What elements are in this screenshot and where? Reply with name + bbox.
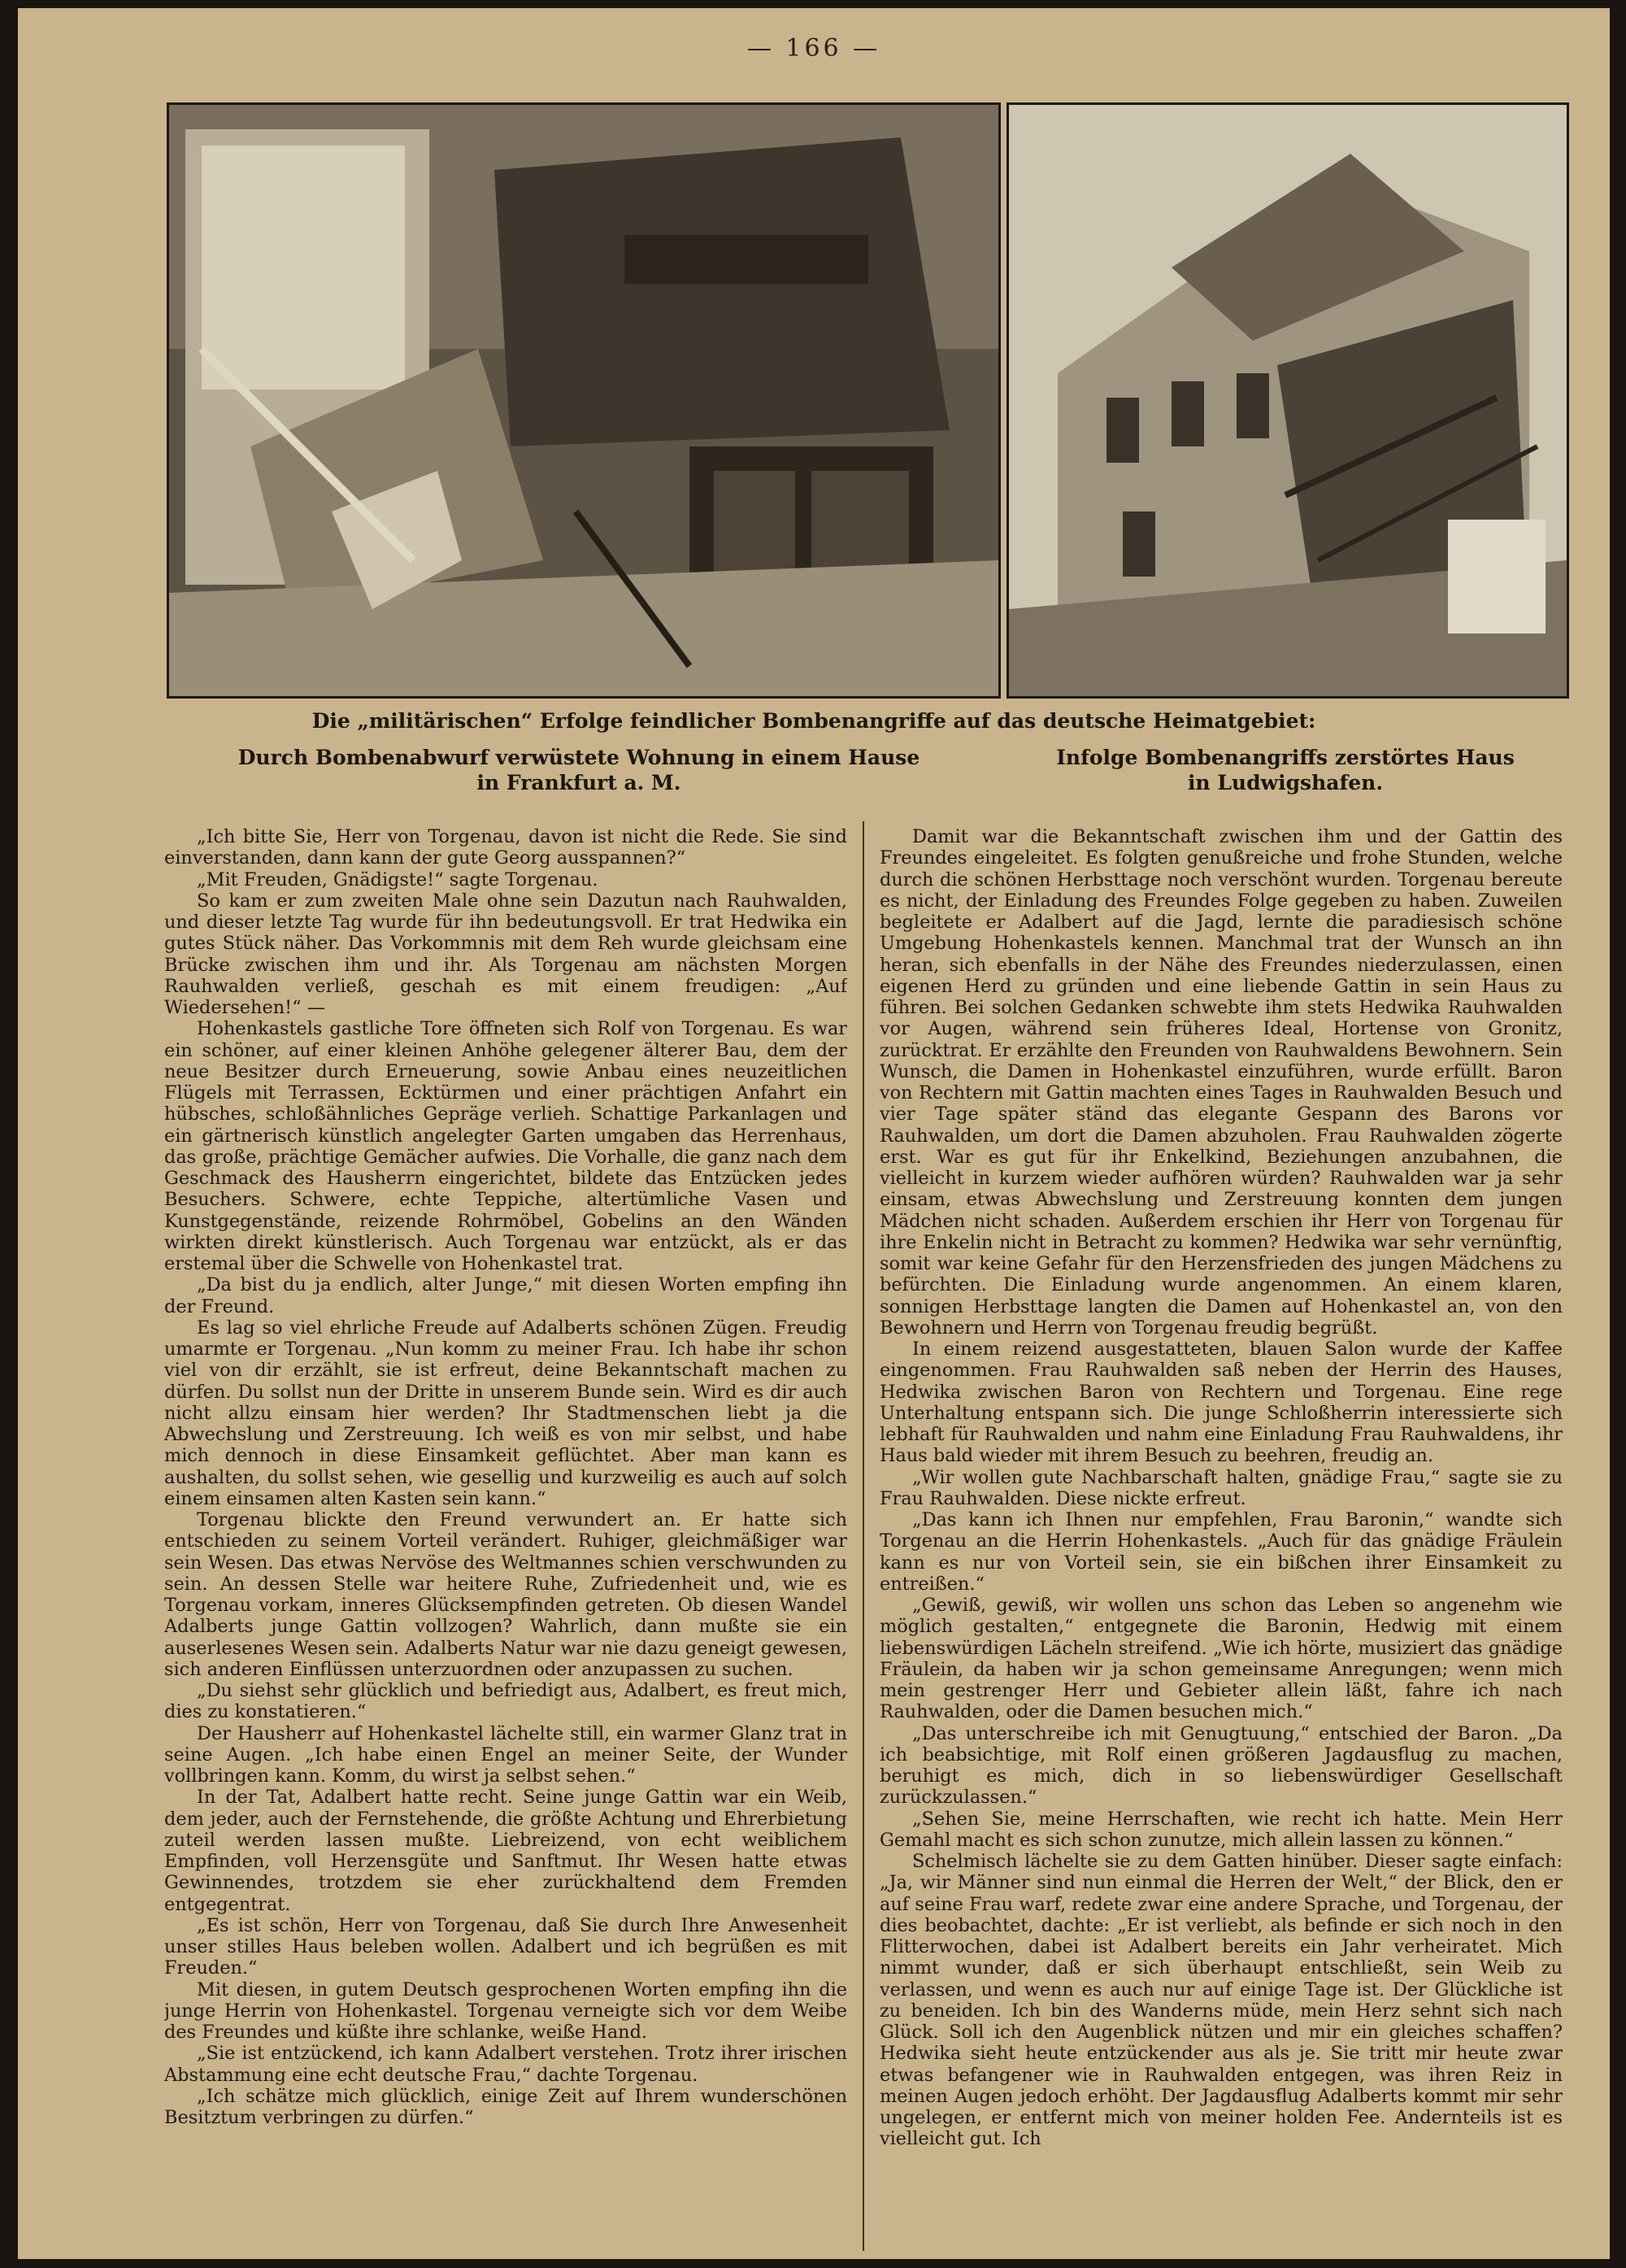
paragraph: „Sehen Sie, meine Herrschaften, wie recht ich hatte. Mein Herr Gemahl macht es sich schon zunutze, mich allein lassen zu können.“ <box>880 1808 1563 1851</box>
paragraph: „Sie ist entzückend, ich kann Adalbert verstehen. Trotz ihrer irischen Abstammung eine echt deutsche Frau,“ dachte Torgenau. <box>164 2043 847 2086</box>
paragraph: „Ich bitte Sie, Herr von Torgenau, davon ist nicht die Rede. Sie sind einverstanden, dann kann der gute Georg ausspannen?“ <box>164 826 847 869</box>
paragraph: „Das kann ich Ihnen nur empfehlen, Frau Baronin,“ wandte sich Torgenau an die Herrin Hohenkastels. „Auch für das gnädige Fräulein kann es nur von Vorteil sein, sie ein bißchen ihrer Einsamkeit zu entreißen.“ <box>880 1509 1563 1595</box>
paragraph: Hohenkastels gastliche Tore öffneten sich Rolf von Torgenau. Es war ein schöner, auf einer kleinen Anhöhe gelegener älterer Bau, dem der neue Besitzer durch Erneuerung, sowie Anbau eines neuzeitlichen Flügels mit Terrassen, Ecktürmen und einer prächtigen Anfahrt ein hübsches, schloßähnliches Gepräge verlieh. Schattige Parkanlagen und ein gärtnerisch künstlich angelegter Garten umgaben das Herrenhaus, das große, prächtige Gemächer aufwies. Die Vorhalle, die ganz nach dem Geschmack des Hausherrn eingerichtet, bildete das Entzücken jedes Besuchers. Schwere, echte Teppiche, altertümliche Vasen und Kunstgegenstände, reizende Rohrmöbel, Gobelins an den Wänden wirkten direkt künstlerisch. Auch Torgenau war entzückt, als er das erstemal über die Schwelle von Hohenkastel trat. <box>164 1018 847 1274</box>
paragraph: „Wir wollen gute Nachbarschaft halten, gnädige Frau,“ sagte sie zu Frau Rauhwalden. Diese nickte erfreut. <box>880 1466 1563 1509</box>
text-column-left <box>164 826 847 2249</box>
paragraph: „Da bist du ja endlich, alter Junge,“ mit diesen Worten empfing ihn der Freund. <box>164 1274 847 1317</box>
caption-main: Die „militärischen“ Erfolge feindlicher Bombenangriffe auf das deutsche Heimatgebiet: <box>311 709 1316 733</box>
paragraph: „Du siehst sehr glücklich und befriedigt aus, Adalbert, es freut mich, dies zu konstatieren.“ <box>164 1680 847 1723</box>
newspaper-page <box>18 8 1610 2259</box>
paragraph: Damit war die Bekanntschaft zwischen ihm und der Gattin des Freundes eingeleitet. Es folgten genußreiche und frohe Stunden, welche durch die schönen Herbsttage noch verschönt wurden. Torgenau bereute es nicht, der Einladung des Freundes Folge gegeben zu haben. Zuweilen begleitete er Adalbert auf die Jagd, lernte die paradiesisch schöne Umgebung Hohenkastels kennen. Manchmal trat der Wunsch an ihn heran, sich ebenfalls in der Nähe des Freundes niederzulassen, einen eigenen Herd zu gründen und eine liebende Gattin in sein Haus zu führen. Bei solchen Gedanken schwebte ihm stets Hedwika Rauhwalden vor Augen, während sein früheres Ideal, Hortense von Gronitz, zurücktrat. Er erzählte den Freunden von Rauhwaldens Bewohnern. Sein Wunsch, die Damen in Hohenkastel einzuführen, wurde erfüllt. Baron von Rechtern mit Gattin machten eines Tages in Rauhwalden Besuch und vier Tage später ständ das elegante Gespann des Barons vor Rauhwalden, um dort die Damen abzuholen. Frau Rauhwalden zögerte erst. War es gut für ihr Enkelkind, Beziehungen anzubahnen, die vielleicht in kurzem wieder aufhören würden? Rauhwalden war ja sehr einsam, etwas Abwechslung und Zerstreuung konnten dem jungen Mädchen nicht schaden. Außerdem erschien ihr Herr von Torgenau für ihre Enkelin nicht in Betracht zu kommen? Hedwika war sehr vernünftig, somit war keine Gefahr für den Herzensfrieden des jungen Mädchens zu befürchten. Die Einladung wurde angenommen. An einem klaren, sonnigen Herbsttage langten die Damen auf Hohenkastel an, von den Bewohnern und Herrn von Torgenau freudig begrüßt. <box>880 826 1563 1339</box>
paragraph: So kam er zum zweiten Male ohne sein Dazutun nach Rauhwalden, und dieser letzte Tag wurde für ihn bedeutungsvoll. Er trat Hedwika ein gutes Stück näher. Das Vorkommnis mit dem Reh wurde gleichsam eine Brücke zwischen ihm und ihr. Als Torgenau am nächsten Morgen Rauhwalden verließ, geschah es mit einem freudigen: „Auf Wiedersehen!“ — <box>164 890 847 1018</box>
photo-frankfurt-illustration <box>169 105 998 696</box>
caption-left <box>172 745 985 795</box>
paragraph: „Es ist schön, Herr von Torgenau, daß Sie durch Ihre Anwesenheit unser stilles Haus beleben wollen. Adalbert und ich begrüßen es mit Freuden.“ <box>164 1914 847 1979</box>
paragraph: Torgenau blickte den Freund verwundert an. Er hatte sich entschieden zu seinem Vorteil verändert. Ruhiger, gleichmäßiger war sein Wesen. Das etwas Nervöse des Weltmannes schien verschwunden zu sein. An dessen Stelle war heitere Ruhe, Zufriedenheit und, wie es Torgenau vorkam, inneres Glücksempfinden getreten. Ob diesen Wandel Adalberts junge Gattin vollzogen? Wahrlich, dann mußte sie ein auserlesenes Wesen sein. Adalberts Natur war nie dazu geneigt gewesen, sich anderen Einflüssen unterzuordnen oder anzupassen zu suchen. <box>164 1509 847 1680</box>
paragraph: Schelmisch lächelte sie zu dem Gatten hinüber. Dieser sagte einfach: „Ja, wir Männer sind nun einmal die Herren der Welt,“ der Blick, den er auf seine Frau warf, redete zwar eine andere Sprache, und Torgenau, der dies beobachtet, dachte: „Er ist verliebt, als befinde er sich noch in den Flitterwochen, dabei ist Adalbert bereits ein Jahr verheiratet. Mich nimmt wunder, daß er sich überhaupt entschließt, sein Weib zu verlassen, und wenn es auch nur auf einige Tage ist. Der Glückliche ist zu beneiden. Ich bin des Wanderns müde, mein Herz sehnt sich nach Glück. Soll ich den Augenblick nützen und mir ein gleiches schaffen? Hedwika sieht heute entzückender aus als je. Sie tritt mir heute zwar etwas befangener wie in Rauhwalden entgegen, was ihren Reiz in meinen Augen jedoch erhöht. Der Jagdausflug Adalberts kommt mir sehr ungelegen, er entfernt mich von meiner holden Fee. Andernteils ist es vielleicht gut. Ich <box>880 1851 1563 2150</box>
photo-ludwigshafen-house <box>1006 102 1569 699</box>
page-number: — 166 — <box>746 34 881 63</box>
caption-right-line2: in Ludwigshafen. <box>1187 771 1384 794</box>
paragraph: „Ich schätze mich glücklich, einige Zeit auf Ihrem wunderschönen Besitztum verbringen zu dürfen.“ <box>164 2085 847 2128</box>
photo-ludwigshafen-illustration <box>1009 105 1567 696</box>
paragraph: Es lag so viel ehrliche Freude auf Adalberts schönen Zügen. Freudig umarmte er Torgenau. „Nun komm zu meiner Frau. Ich habe ihr schon viel von dir erzählt, sie ist erfreut, deine Bekanntschaft machen zu dürfen. Du sollst nun der Dritte in unserem Bunde sein. Wird es dir auch nicht allzu einsam hier werden? Ihr Stadtmenschen liebt ja die Abwechslung und Zerstreuung. Ich weiß es von mir selbst, und habe mich dennoch in diese Einsamkeit geflüchtet. Aber man kann es aushalten, du sollst sehen, wie gesellig und kurzweilig es auch auf solch einem einsamen alten Kasten sein kann.“ <box>164 1317 847 1509</box>
caption-left-line1: Durch Bombenabwurf verwüstete Wohnung in einem Hause <box>237 746 920 769</box>
paragraph: „Gewiß, gewiß, wir wollen uns schon das Leben so angenehm wie möglich gestalten,“ entgegnete die Baronin, Hedwig mit einem liebenswürdigen Lächeln streifend. „Wie ich hörte, musiziert das gnädige Fräulein, da haben wir ja schon gemeinsame Anregungen; wenn mich mein gestrenger Herr und Gebieter allein läßt, fahre ich nach Rauhwalden, oder die Damen besuchen mich.“ <box>880 1595 1563 1723</box>
paragraph: In der Tat, Adalbert hatte recht. Seine junge Gattin war ein Weib, dem jeder, auch der Fernstehende, die größte Achtung und Ehrerbietung zuteil werden lassen mußte. Liebreizend, von echt weiblichem Empfinden, voll Herzensgüte und Sanftmut. Ihr Wesen hatte etwas Gewinnendes, trotzdem sie eher zurückhaltend dem Fremden entgegentrat. <box>164 1787 847 1915</box>
caption-left-line2: in Frankfurt a. M. <box>476 771 681 794</box>
text-column-right <box>880 826 1563 2249</box>
caption-right-line1: Infolge Bombenangriffs zerstörtes Haus <box>1056 746 1515 769</box>
paragraph: In einem reizend ausgestatteten, blauen Salon wurde der Kaffee eingenommen. Frau Rauhwalden saß neben der Herrin des Hauses, Hedwika zwischen Baron von Rechtern und Torgenau. Eine rege Unterhaltung entspann sich. Die junge Schloßherrin interessierte sich lebhaft für Rauhwalden und nahm eine Einladung Frau Rauhwaldens, ihr Haus bald wieder mit ihrem Besuch zu beehren, freudig an. <box>880 1339 1563 1467</box>
paragraph: „Das unterschreibe ich mit Genugtuung,“ entschied der Baron. „Da ich beabsichtige, mit Rolf einen größeren Jagdausflug zu machen, beruhigt es mich, dich in so liebenswürdiger Gesellschaft zurückzulassen.“ <box>880 1722 1563 1809</box>
caption-right <box>1006 745 1564 795</box>
paragraph: Mit diesen, in gutem Deutsch gesprochenen Worten empfing ihn die junge Herrin von Hohenkastel. Torgenau verneigte sich vor dem Weibe des Freundes und küßte ihre schlanke, weiße Hand. <box>164 1979 847 2043</box>
photo-frankfurt-apartment <box>167 102 1001 699</box>
column-divider <box>863 821 864 2251</box>
paragraph: Der Hausherr auf Hohenkastel lächelte still, ein warmer Glanz trat in seine Augen. „Ich habe einen Engel an meiner Seite, der Wunder vollbringen kann. Komm, du wirst ja selbst sehen.“ <box>164 1722 847 1787</box>
paragraph: „Mit Freuden, Gnädigste!“ sagte Torgenau. <box>197 868 598 890</box>
